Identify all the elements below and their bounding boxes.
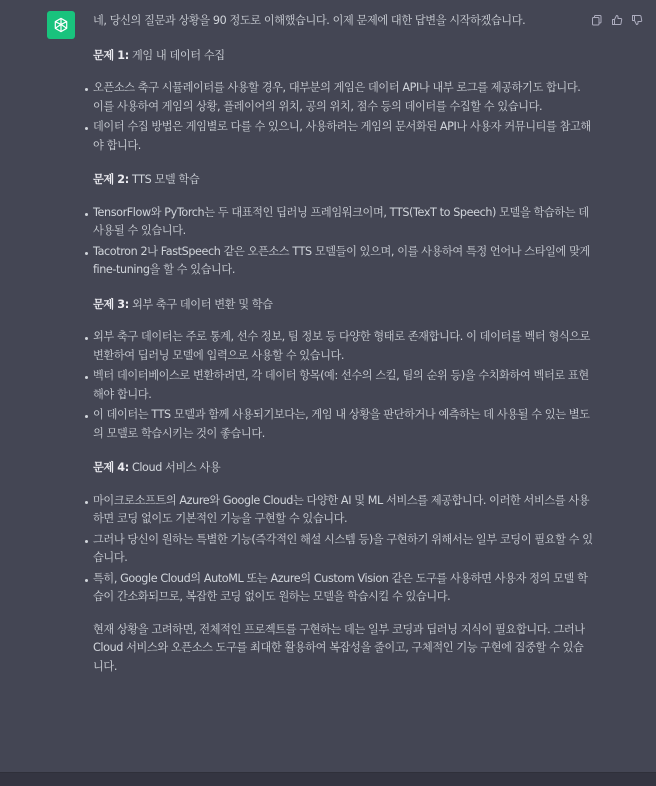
- message-content: [93, 12, 593, 687]
- section-label: 문제 1:: [93, 48, 129, 62]
- section-title: TTS 모델 학습: [131, 173, 200, 186]
- section-heading: [93, 171, 593, 190]
- assistant-avatar: [47, 11, 75, 39]
- section-heading: [93, 47, 593, 66]
- thumbs-down-icon: [631, 14, 643, 26]
- section-title: 게임 내 데이터 수집: [131, 48, 225, 62]
- section-title: 외부 축구 데이터 변환 및 학습: [131, 297, 273, 311]
- list-item: 데이터 수집 방법은 게임별로 다를 수 있으니, 사용하려는 게임의 문서화된 API나 사용자 커뮤니티를 참고해야 합니다.: [93, 118, 593, 155]
- section-label: 문제 3:: [93, 297, 129, 311]
- list-item: 벡터 데이터베이스로 변환하려면, 각 데이터 항목(예: 선수의 스킬, 팀의 순위 등)을 수치화하여 벡터로 표현해야 합니다.: [93, 367, 593, 404]
- section-heading: [93, 296, 593, 315]
- list-item: 이 데이터는 TTS 모델과 함께 사용되기보다는, 게임 내 상황을 판단하거나 예측하는 데 사용될 수 있는 별도의 모델로 학습시키는 것이 좋습니다.: [93, 406, 593, 443]
- message-actions: [590, 13, 644, 27]
- list-item: TensorFlow와 PyTorch는 두 대표적인 딥러닝 프레임워크이며, TTS(TexT to Speech) 모델을 학습하는 데 사용될 수 있습니다.: [93, 204, 593, 241]
- thumbs-up-button[interactable]: [610, 13, 624, 27]
- thumbs-up-icon: [611, 14, 623, 26]
- openai-logo-icon: [52, 16, 70, 34]
- section-2: [93, 171, 593, 280]
- section-label: 문제 4:: [93, 461, 129, 474]
- section-1: [93, 47, 593, 156]
- bullet-list: [93, 79, 593, 155]
- section-heading: [93, 459, 593, 478]
- list-item: 외부 축구 데이터는 주로 통계, 선수 정보, 팀 정보 등 다양한 형태로 존재합니다. 이 데이터를 벡터 형식으로 변환하여 딥러닝 모델에 입력으로 사용할 수 있습니다.: [93, 328, 593, 365]
- message-closing: 현재 상황을 고려하면, 전체적인 프로젝트를 구현하는 데는 일부 코딩과 딥러닝 지식이 필요합니다. 그러나 Cloud 서비스와 오픈소스 도구를 최대한 활용하여 복잡성을 줄이고, 구체적인 기능 구현에 집중할 수 있습니다.: [93, 622, 585, 673]
- section-4: [93, 459, 593, 607]
- section-title: Cloud 서비스 사용: [131, 461, 221, 474]
- message-intro: 네, 당신의 질문과 상황을 90 정도로 이해했습니다. 이제 문제에 대한 답변을 시작하겠습니다.: [93, 14, 526, 27]
- thumbs-down-button[interactable]: [630, 13, 644, 27]
- section-3: [93, 296, 593, 444]
- list-item: Tacotron 2나 FastSpeech 같은 오픈소스 TTS 모델들이 있으며, 이를 사용하여 특정 언어나 스타일에 맞게 fine-tuning을 할 수 있습니다.: [93, 243, 593, 280]
- list-item: 마이크로소프트의 Azure와 Google Cloud는 다양한 AI 및 ML 서비스를 제공합니다. 이러한 서비스를 사용하면 코딩 없이도 기본적인 기능을 구현할 수 있습니다.: [93, 492, 593, 529]
- bullet-list: [93, 328, 593, 443]
- bullet-list: [93, 204, 593, 280]
- list-item: 그러나 당신이 원하는 특별한 기능(즉각적인 해설 시스템 등)을 구현하기 위해서는 일부 코딩이 필요할 수 있습니다.: [93, 531, 593, 568]
- conversation-bottom-bar: [0, 772, 656, 786]
- list-item: 특히, Google Cloud의 AutoML 또는 Azure의 Custom Vision 같은 도구를 사용하면 사용자 정의 모델 학습이 간소화되므로, 복잡한 코딩 없이도 원하는 모델을 학습시킬 수 있습니다.: [93, 570, 593, 607]
- section-label: 문제 2:: [93, 173, 129, 186]
- list-item: 오픈소스 축구 시뮬레이터를 사용할 경우, 대부분의 게임은 데이터 API나 내부 로그를 제공하기도 합니다. 이를 사용하여 게임의 상황, 플레이어의 위치, 공의 위치, 점수 등의 데이터를 수집할 수 있습니다.: [93, 79, 593, 116]
- bullet-list: [93, 492, 593, 607]
